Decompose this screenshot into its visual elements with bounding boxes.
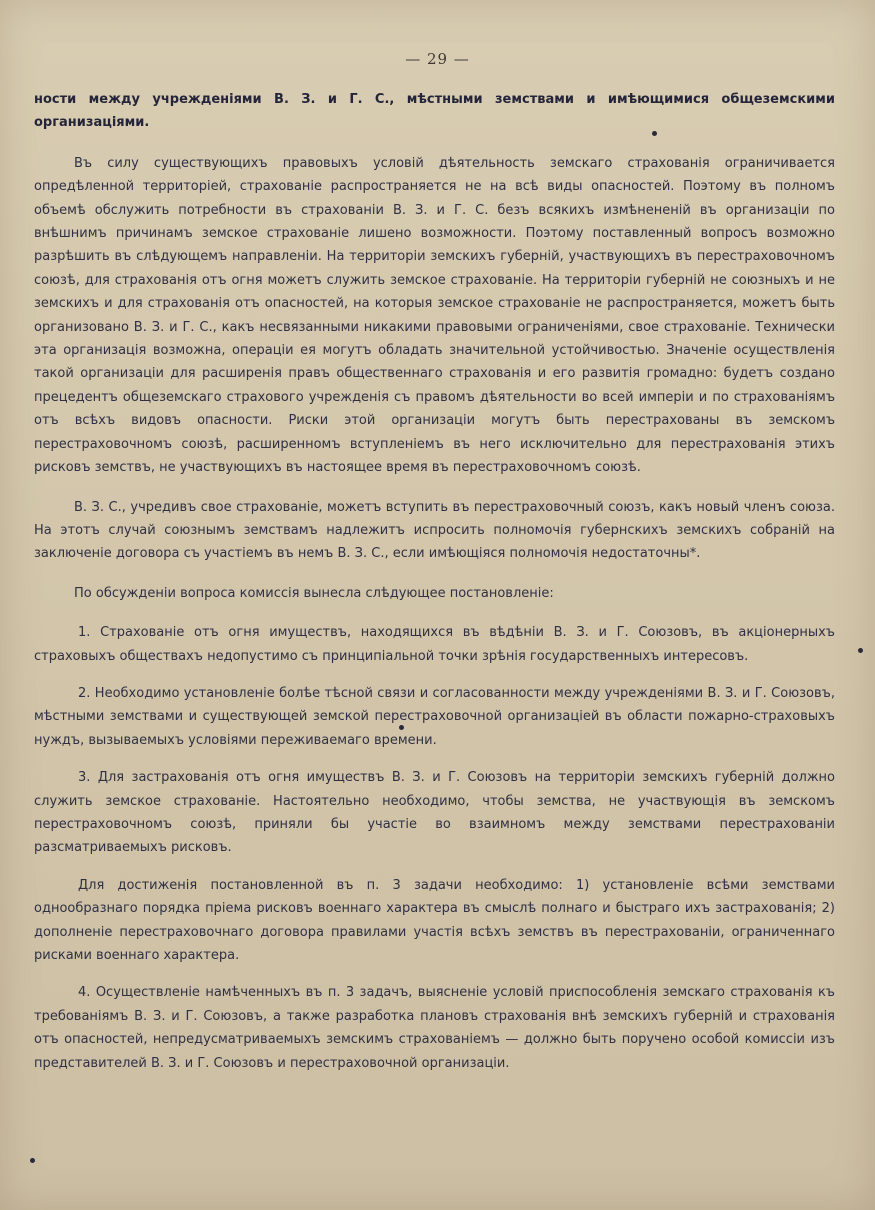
document-body	[34, 88, 835, 1089]
ink-speck	[858, 648, 863, 653]
paragraph-union-membership: В. З. С., учредивъ свое страхованіе, можетъ вступить въ перестраховочный союзъ, какъ новый членъ союза. На этотъ случай союзнымъ земствамъ надлежитъ испросить полномочія губернскихъ земскихъ собраній на заключеніе договора съ участіемъ въ немъ В. З. С., если имѣющіяся полномочія недостаточны*.	[34, 499, 835, 562]
resolution-item-3-detail: Для достиженія постановленной въ п. 3 задачи необходимо: 1) установленіе всѣми земствами однообразнаго порядка пріема рисковъ военнаго характера въ смыслѣ полнаго и быстраго ихъ застрахованія; 2) дополненіе перестраховочнаго договора правилами участія всѣхъ земствъ въ перестрахованіи, ограниченнаго рисками военнаго характера.	[34, 877, 835, 963]
ink-speck	[399, 725, 404, 730]
ink-speck	[30, 1158, 35, 1163]
paragraph-commission-intro: По обсужденіи вопроса комиссія вынесла слѣдующее постановленіе:	[74, 585, 554, 601]
paragraph-legal-conditions: Въ силу существующихъ правовыхъ условій дѣятельность земскаго страхованія ограничивается опредѣленной территоріей, страхованіе распространяется не на всѣ виды опасностей. Поэтому въ полномъ объемѣ обслужить потребности въ страхованіи В. З. и Г. С. безъ всякихъ измѣнененій въ организаціи по внѣшнимъ причинамъ земское страхованіе лишено возможности. Поэтому поставленный вопросъ возможно разрѣшить въ слѣдующемъ направленіи. На территоріи земскихъ губерній, участвующихъ въ перестраховочномъ союзѣ, для страхованія отъ огня можетъ служить земское страхованіе. На территоріи губерній не союзныхъ и не земскихъ и для страхованія отъ опасностей, на которыя земское страхованіе не распространяется, можетъ быть организовано В. З. и Г. С., какъ несвязанными никакими правовыми ограниченіями, свое страхованіе. Технически эта организація возможна, операціи ея могутъ обладать значительной устойчивостью. Значеніе осуществленія такой организаціи для расширенія правъ общественнаго страхованія и его развитія громадно: будетъ создано прецедентъ общеземскаго страхового учрежденія съ правомъ дѣятельности во всей имперіи и по страхованіямъ отъ всѣхъ видовъ опасности. Риски этой организаціи могутъ быть перестрахованы въ земскомъ перестраховочномъ союзѣ, расширенномъ вступленіемъ въ него исключительно для перестрахованія этихъ рисковъ земствъ, не участвующихъ въ настоящее время въ перестраховочномъ союзѣ.	[34, 155, 835, 476]
resolution-item-2: 2. Необходимо установленіе болѣе тѣсной связи и согласованности между учрежденіями В. З. и Г. Союзовъ, мѣстными земствами и существующей земской перестраховочной организаціей въ области пожарно-страховыхъ нуждъ, вызываемыхъ условіями переживаемаго времени.	[34, 685, 835, 748]
ink-speck	[652, 131, 657, 136]
resolution-item-1: 1. Страхованіе отъ огня имуществъ, находящихся въ вѣдѣніи В. З. и Г. Союзовъ, въ акціонерныхъ страховыхъ обществахъ недопустимо съ принципіальной точки зрѣнія государственныхъ интересовъ.	[34, 625, 835, 664]
paragraph-continuation: ности между учрежденіями В. З. и Г. С., мѣстными земствами и имѣющимися общеземскими организаціями.	[34, 92, 835, 131]
resolution-item-4: 4. Осуществленіе намѣченныхъ въ п. 3 задачъ, выясненіе условій приспособленія земскаго страхованія къ требованіямъ В. З. и Г. Союзовъ, а также разработка плановъ страхованія внѣ земскихъ губерній и страхованія отъ опасностей, непредусматриваемыхъ земскимъ страхованіемъ — должно быть поручено особой комиссіи изъ представителей В. З. и Г. Союзовъ и перестраховочной организаціи.	[34, 985, 835, 1071]
page-number: — 29 —	[405, 50, 470, 68]
resolution-item-3: 3. Для застрахованія отъ огня имуществъ В. З. и Г. Союзовъ на территоріи земскихъ губерній должно служить земское страхованіе. Настоятельно необходимо, чтобы земства, не участвующія въ земскомъ перестраховочномъ союзѣ, приняли бы участіе во взаимномъ между земствами перестрахованіи разсматриваемыхъ рисковъ.	[34, 770, 835, 856]
